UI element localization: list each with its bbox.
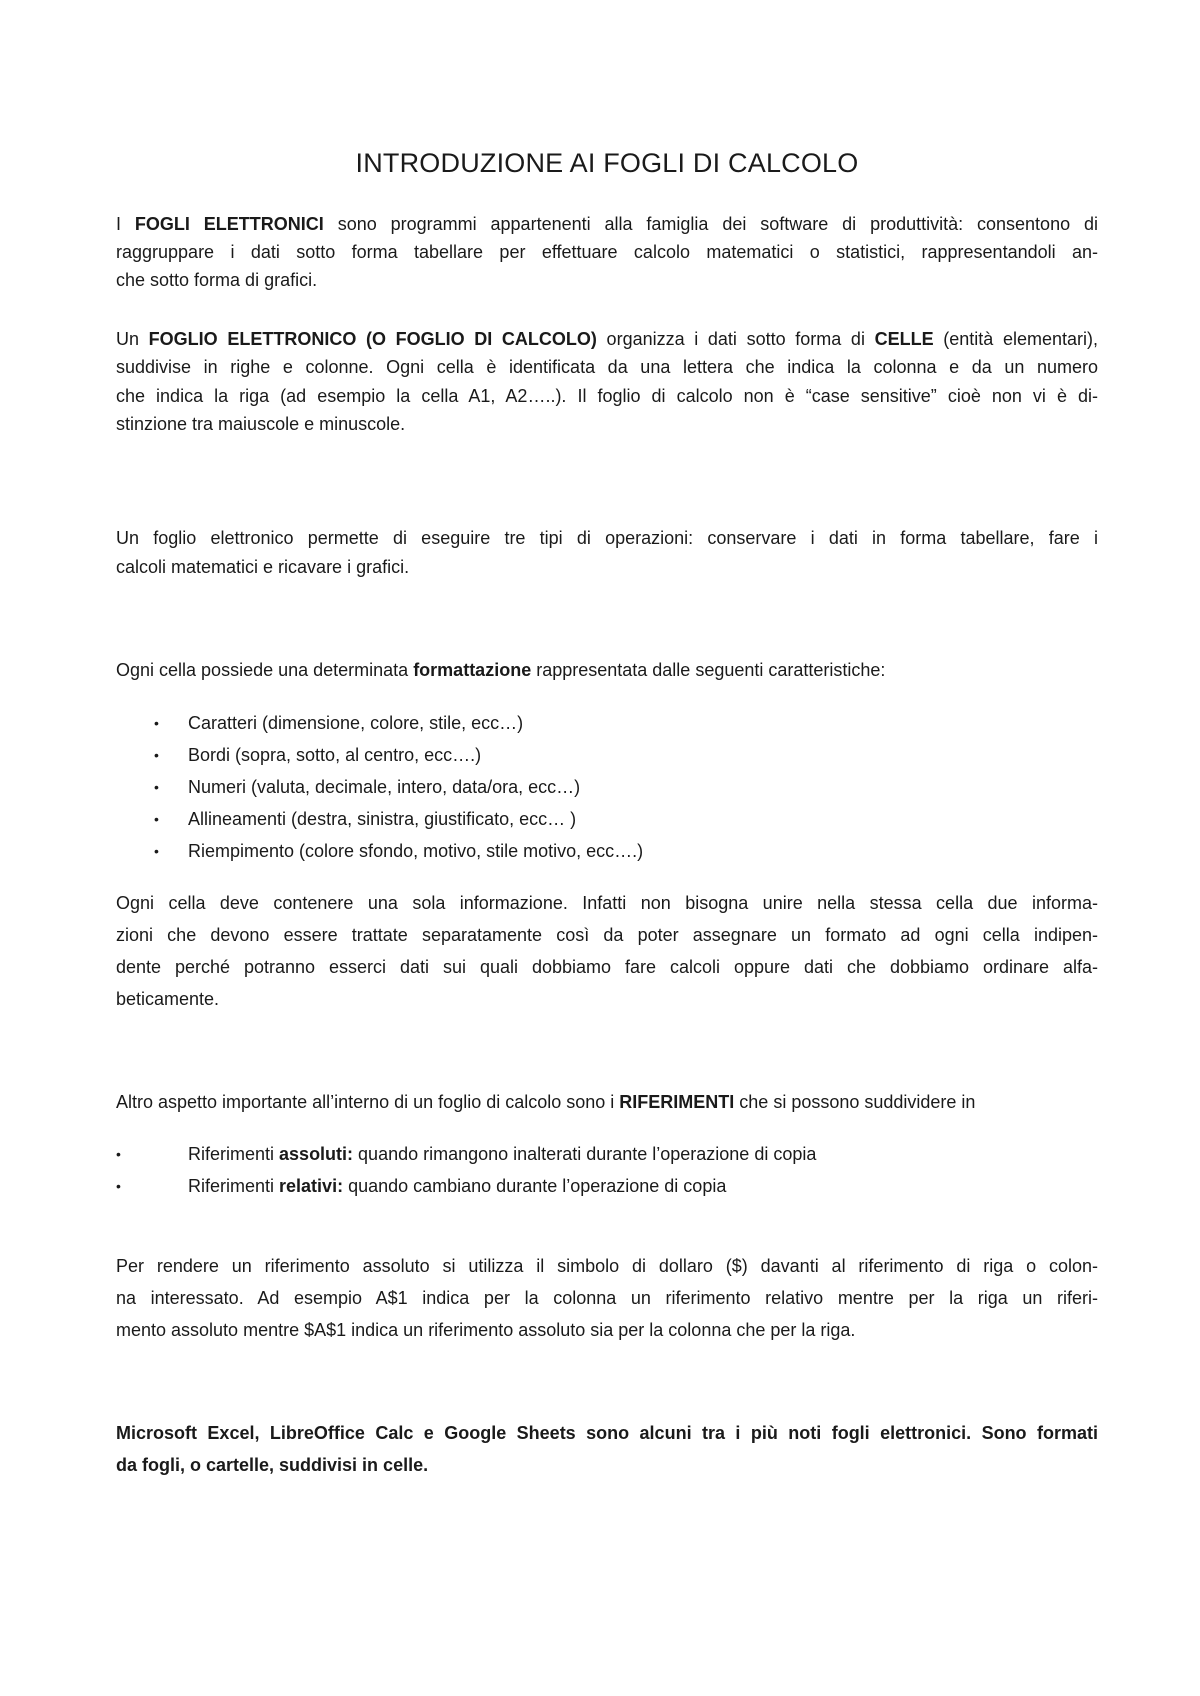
text: quando rimangono inalterati durante l’operazione di copia [353,1144,817,1164]
paragraph-3-line-2: calcoli matematici e ricavare i grafici. [116,557,410,577]
paragraph-1-line-1 [116,213,1098,235]
bold-term-riferimenti: RIFERIMENTI [619,1092,735,1112]
paragraph-1-line-2: raggruppare i dati sotto forma tabellare per effettuare calcolo matematici o statistici, rappresentandoli an- [116,242,1098,262]
paragraph-1-line-3: che sotto forma di grafici. [116,270,318,290]
paragraph-2-line-4: stinzione tra maiuscole e minuscole. [116,414,406,434]
bullet-icon: • [154,811,159,827]
paragraph-2-line-2: suddivise in righe e colonne. Ogni cella è identificata da una lettera che indica la colonna e da un numero [116,357,1098,377]
paragraph-5-line-2: zioni che devono essere trattate separatamente così da poter assegnare un formato ad ogni cella indipen- [116,925,1098,945]
paragraph-5-line-1: Ogni cella deve contenere una sola informazione. Infatti non bisogna unire nella stessa cella due informa- [116,893,1098,913]
list-item-text: Caratteri (dimensione, colore, stile, ecc…) [188,713,524,733]
paragraph-7-line-3: mento assoluto mentre $A$1 indica un riferimento assoluto sia per la colonna che per la riga. [116,1320,856,1340]
bold-term-formattazione: formattazione [413,660,532,680]
bold-term-assoluti: assoluti: [279,1144,354,1164]
paragraph-2-line-1 [116,328,1098,350]
list-item-text: Numeri (valuta, decimale, intero, data/ora, ecc…) [188,777,581,797]
text: rappresentata dalle seguenti caratteristiche: [531,660,886,680]
text: Riferimenti [188,1144,280,1164]
bold-term-celle: CELLE [874,329,934,349]
paragraph-2-line-3: che indica la riga (ad esempio la cella A1, A2…..). Il foglio di calcolo non è “case sensitive” cioè non vi è di- [116,386,1098,406]
paragraph-6-line-1 [116,1091,975,1113]
bullet-icon: • [116,1146,121,1162]
bullet-icon: • [154,747,159,763]
bullet-icon: • [154,843,159,859]
list-item-text: Riempimento (colore sfondo, motivo, stile motivo, ecc….) [188,841,644,861]
text: (entità elementari), [933,329,1098,349]
bold-term-relativi: relativi: [279,1176,344,1196]
list-item-text: Bordi (sopra, sotto, al centro, ecc….) [188,745,482,765]
text: Un [116,329,149,349]
page-title: INTRODUZIONE AI FOGLI DI CALCOLO [355,148,859,178]
list-item-text [188,1143,816,1165]
paragraph-3-line-1: Un foglio elettronico permette di eseguire tre tipi di operazioni: conservare i dati in forma tabellare, fare i [116,528,1098,548]
paragraph-5-line-4: beticamente. [116,989,220,1009]
paragraph-4-line-1 [116,659,885,681]
list-item-text [188,1175,726,1197]
text: che si possono suddividere in [734,1092,976,1112]
paragraph-8-line-1: Microsoft Excel, LibreOffice Calc e Google Sheets sono alcuni tra i più noti fogli elettronici. Sono formati [116,1423,1098,1443]
text: Ogni cella possiede una determinata [116,660,414,680]
text: I [116,214,135,234]
paragraph-5-line-3: dente perché potranno esserci dati sui quali dobbiamo fare calcoli oppure dati che dobbiamo ordinare alfa- [116,957,1098,977]
text: Riferimenti [188,1176,280,1196]
paragraph-8-line-2: da fogli, o cartelle, suddivisi in celle. [116,1455,429,1475]
list-item-text: Allineamenti (destra, sinistra, giustificato, ecc… ) [188,809,577,829]
text: Altro aspetto importante all’interno di un foglio di calcolo sono i [116,1092,620,1112]
paragraph-7-line-1: Per rendere un riferimento assoluto si utilizza il simbolo di dollaro ($) davanti al riferimento di riga o colon- [116,1256,1098,1276]
bullet-icon: • [116,1178,121,1194]
bold-term-fogli-elettronici: FOGLI ELETTRONICI [134,214,324,234]
paragraph-7-line-2: na interessato. Ad esempio A$1 indica per la colonna un riferimento relativo mentre per la riga un riferi- [116,1288,1098,1308]
bullet-icon: • [154,779,159,795]
text: quando cambiano durante l’operazione di copia [343,1176,727,1196]
bullet-icon: • [154,715,159,731]
text: organizza i dati sotto forma di [596,329,875,349]
bold-term-foglio-elettronico: FOGLIO ELETTRONICO (O FOGLIO DI CALCOLO) [148,329,597,349]
text: sono programmi appartenenti alla famiglia dei software di produttività: consentono di [323,214,1098,234]
